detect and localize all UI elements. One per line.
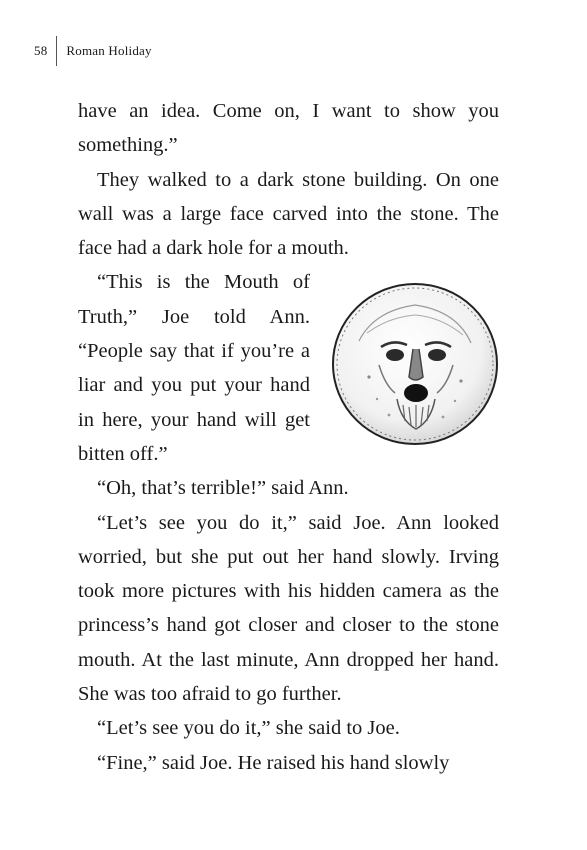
paragraph-ann-to-joe: “Let’s see you do it,” she said to Joe.	[97, 717, 400, 740]
page-number: 58	[34, 43, 48, 58]
paragraph-ann-reaction: “Oh, that’s terrible!” said Ann.	[97, 477, 349, 500]
book-title: Roman Holiday	[66, 43, 152, 58]
paragraph-mouth-of-truth: “This is the Mouth of Truth,” Joe told Ann. “People say that if you’re a liar and you put your hand in here, your hand will get bitten off.”	[78, 271, 310, 465]
paragraph-joe-hand: “Fine,” said Joe. He raised his hand slowly	[97, 751, 450, 774]
paragraph-ann-hand: “Let’s see you do it,” said Joe. Ann looked worried, but she put out her hand slowly. Irving took more pictures with his hidden camera as the princess’s hand got closer and closer to the stone mouth. At the last minute, Ann dropped her hand. She was too afraid to go further.	[78, 511, 499, 706]
paragraph-continuation: have an idea. Come on, I want to show you something.”	[78, 100, 499, 157]
running-head	[34, 36, 152, 66]
mouth-of-truth-stone-face-icon	[329, 281, 501, 447]
mouth-of-truth-illustration	[329, 281, 501, 447]
paragraph-stone-building: They walked to a dark stone building. On one wall was a large face carved into the stone. The face had a dark hole for a mouth.	[78, 168, 499, 260]
